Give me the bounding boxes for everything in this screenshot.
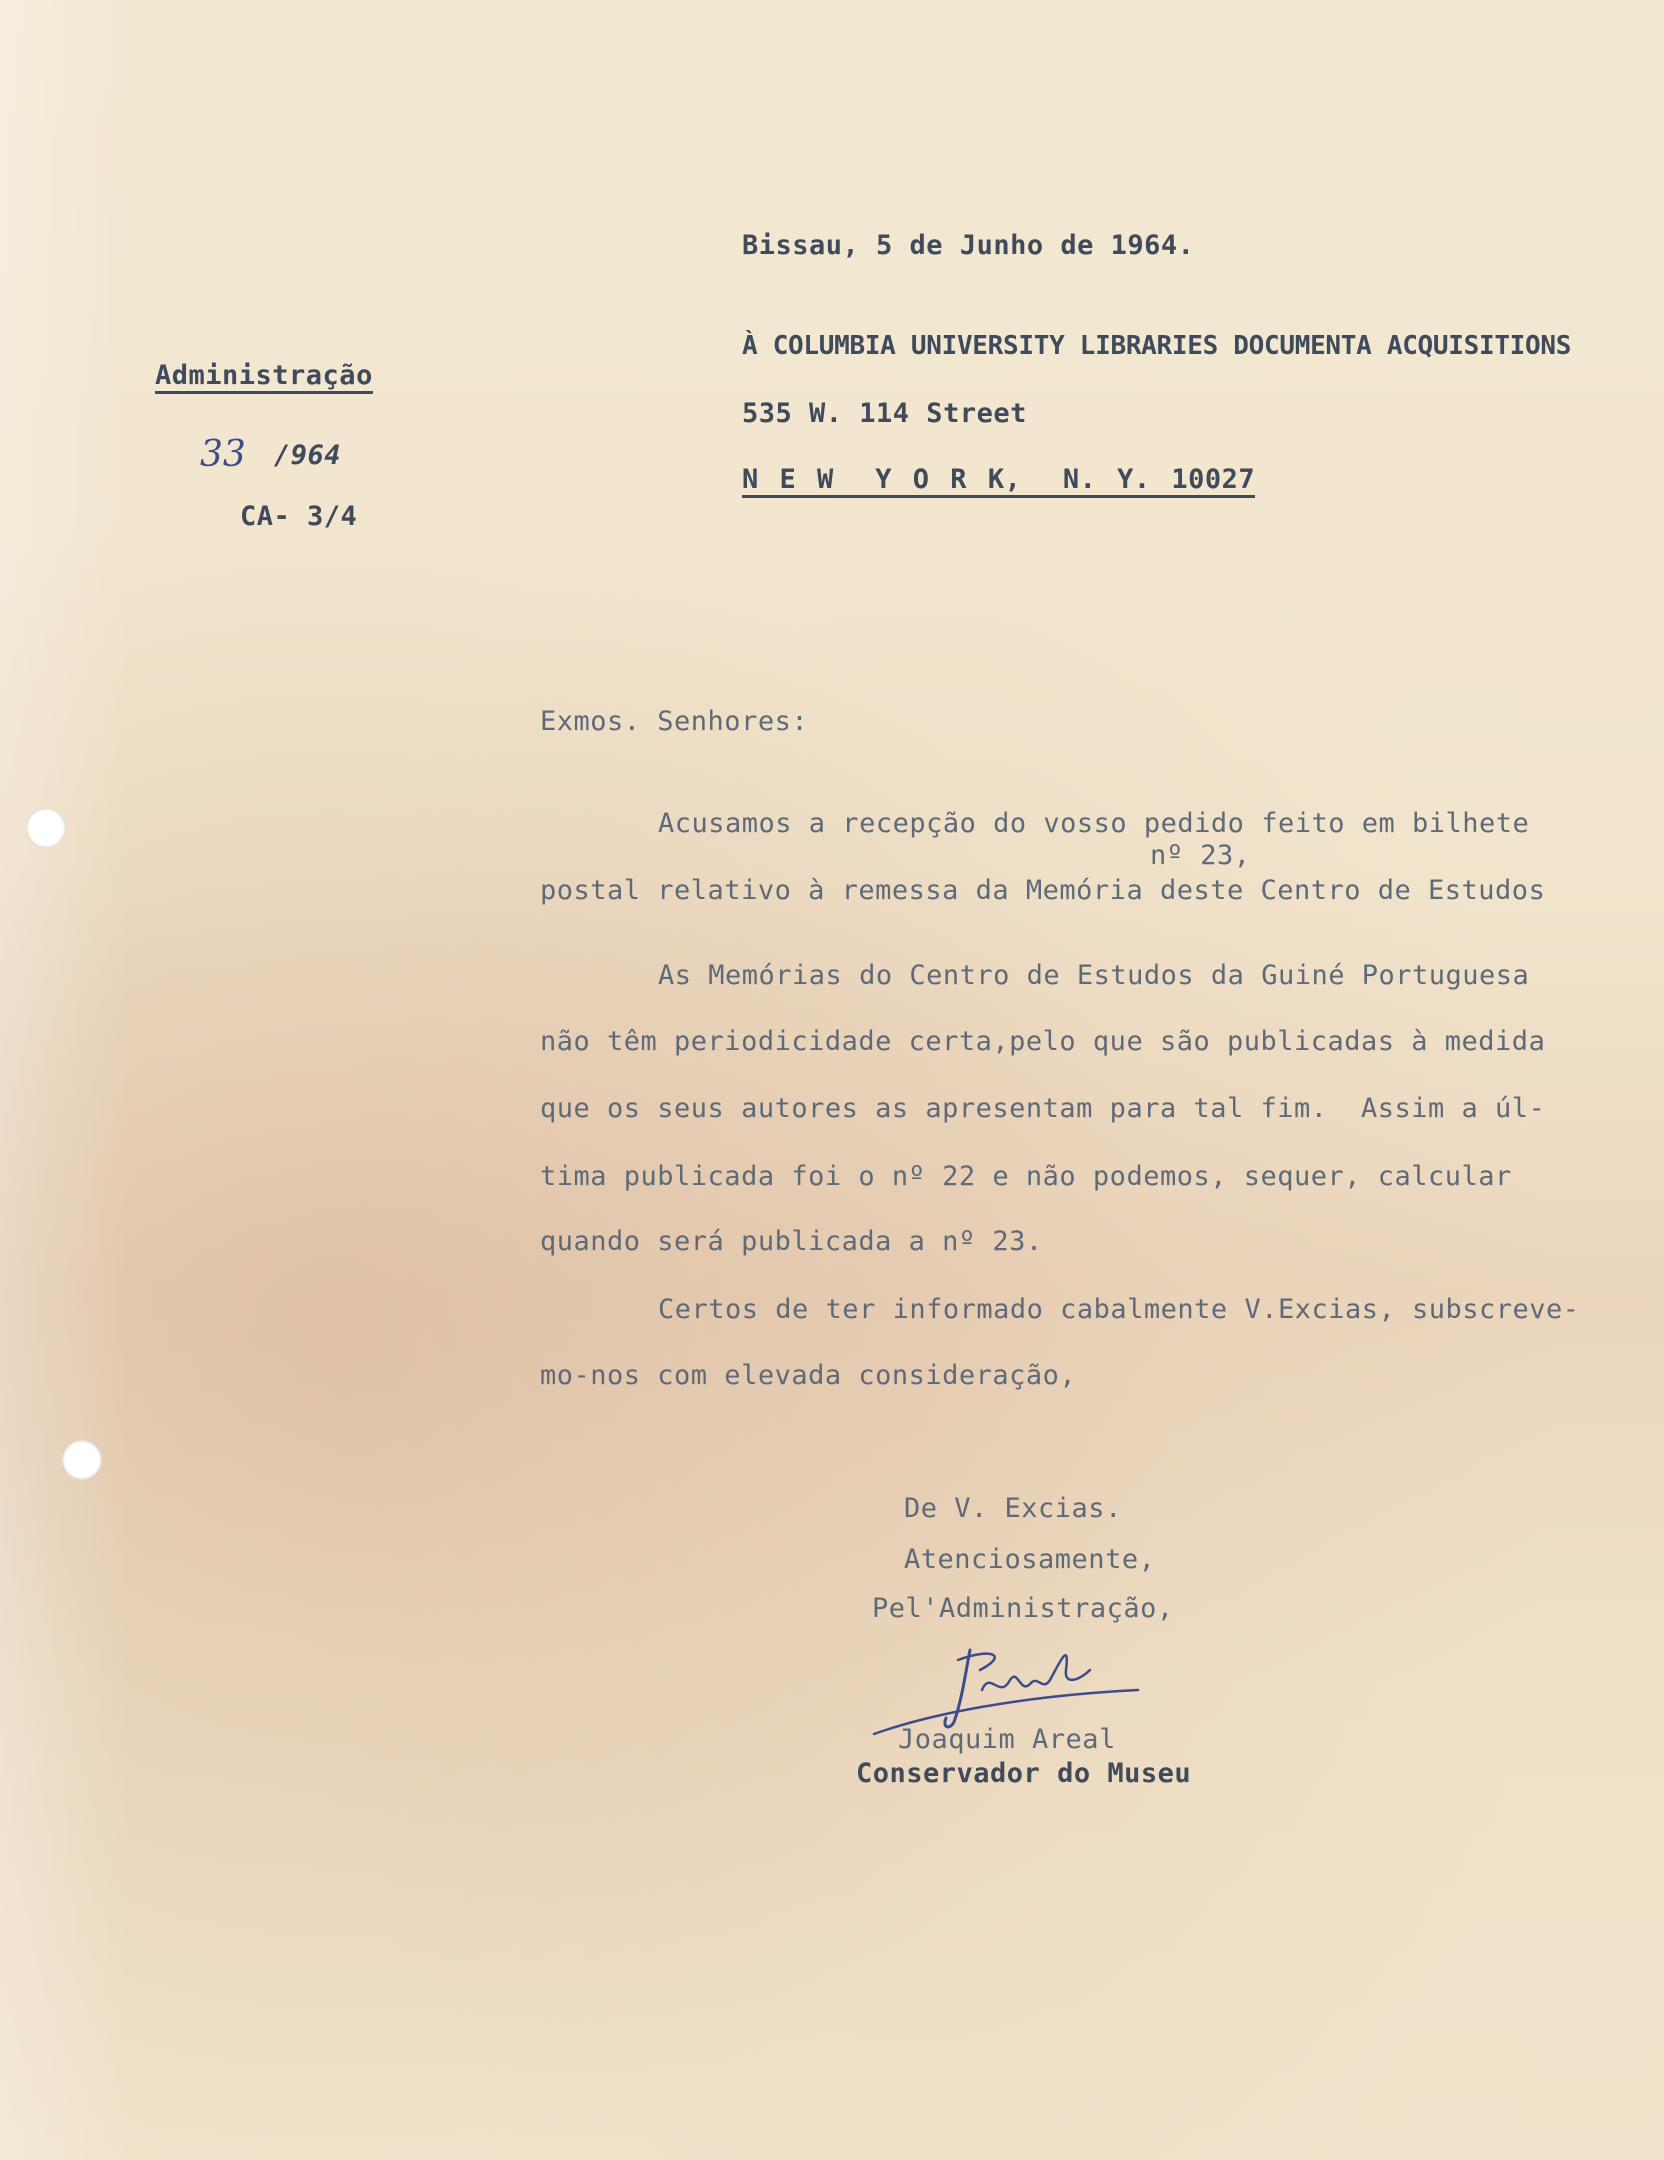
paragraph-2-line-5: quando será publicada a nº 23. bbox=[540, 1226, 1043, 1257]
paragraph-1-line-2: postal relativo à remessa da Memória deste Centro de Estudos bbox=[540, 875, 1546, 906]
paragraph-2-line-4: tima publicada foi o nº 22 e não podemos, sequer, calcular bbox=[540, 1161, 1512, 1192]
paragraph-2-line-1: As Memórias do Centro de Estudos da Guiné Portuguesa bbox=[658, 960, 1530, 991]
department-label: Administração bbox=[155, 362, 373, 394]
punch-hole-top bbox=[26, 808, 66, 848]
signatory-name: Joaquim Areal bbox=[898, 1724, 1116, 1755]
paragraph-1-line-1: Acusamos a recepção do vosso pedido feito em bilhete bbox=[658, 808, 1530, 839]
paragraph-3-line-1: Certos de ter informado cabalmente V.Excias, subscreve- bbox=[658, 1294, 1580, 1325]
closing-line-3: Pel'Administração, bbox=[872, 1593, 1174, 1624]
recipient-line-3: N E W Y O R K, N. Y. 10027 bbox=[742, 466, 1255, 498]
date-line: Bissau, 5 de Junho de 1964. bbox=[742, 230, 1195, 261]
paragraph-2-line-2: não têm periodicidade certa,pelo que são publicadas à medida bbox=[540, 1026, 1546, 1057]
signatory-title: Conservador do Museu bbox=[856, 1758, 1192, 1789]
paper-edge bbox=[0, 0, 130, 2160]
paragraph-2-line-3: que os seus autores as apresentam para tal fim. Assim a úl- bbox=[540, 1093, 1546, 1124]
paragraph-3-line-2: mo-nos com elevada consideração, bbox=[540, 1360, 1077, 1391]
salutation: Exmos. Senhores: bbox=[540, 706, 809, 737]
paragraph-1-insert: nº 23, bbox=[1150, 840, 1251, 871]
recipient-line-2: 535 W. 114 Street bbox=[742, 398, 1027, 429]
closing-line-2: Atenciosamente, bbox=[904, 1544, 1156, 1575]
closing-line-1: De V. Excias. bbox=[904, 1493, 1122, 1524]
reference-year: /964 bbox=[274, 440, 342, 471]
recipient-line-1: À COLUMBIA UNIVERSITY LIBRARIES DOCUMENTA ACQUISITIONS bbox=[742, 331, 1572, 361]
punch-hole-bottom bbox=[62, 1440, 102, 1480]
handwritten-reference-number: 33 bbox=[200, 434, 246, 475]
reference-code: CA- 3/4 bbox=[240, 501, 358, 532]
